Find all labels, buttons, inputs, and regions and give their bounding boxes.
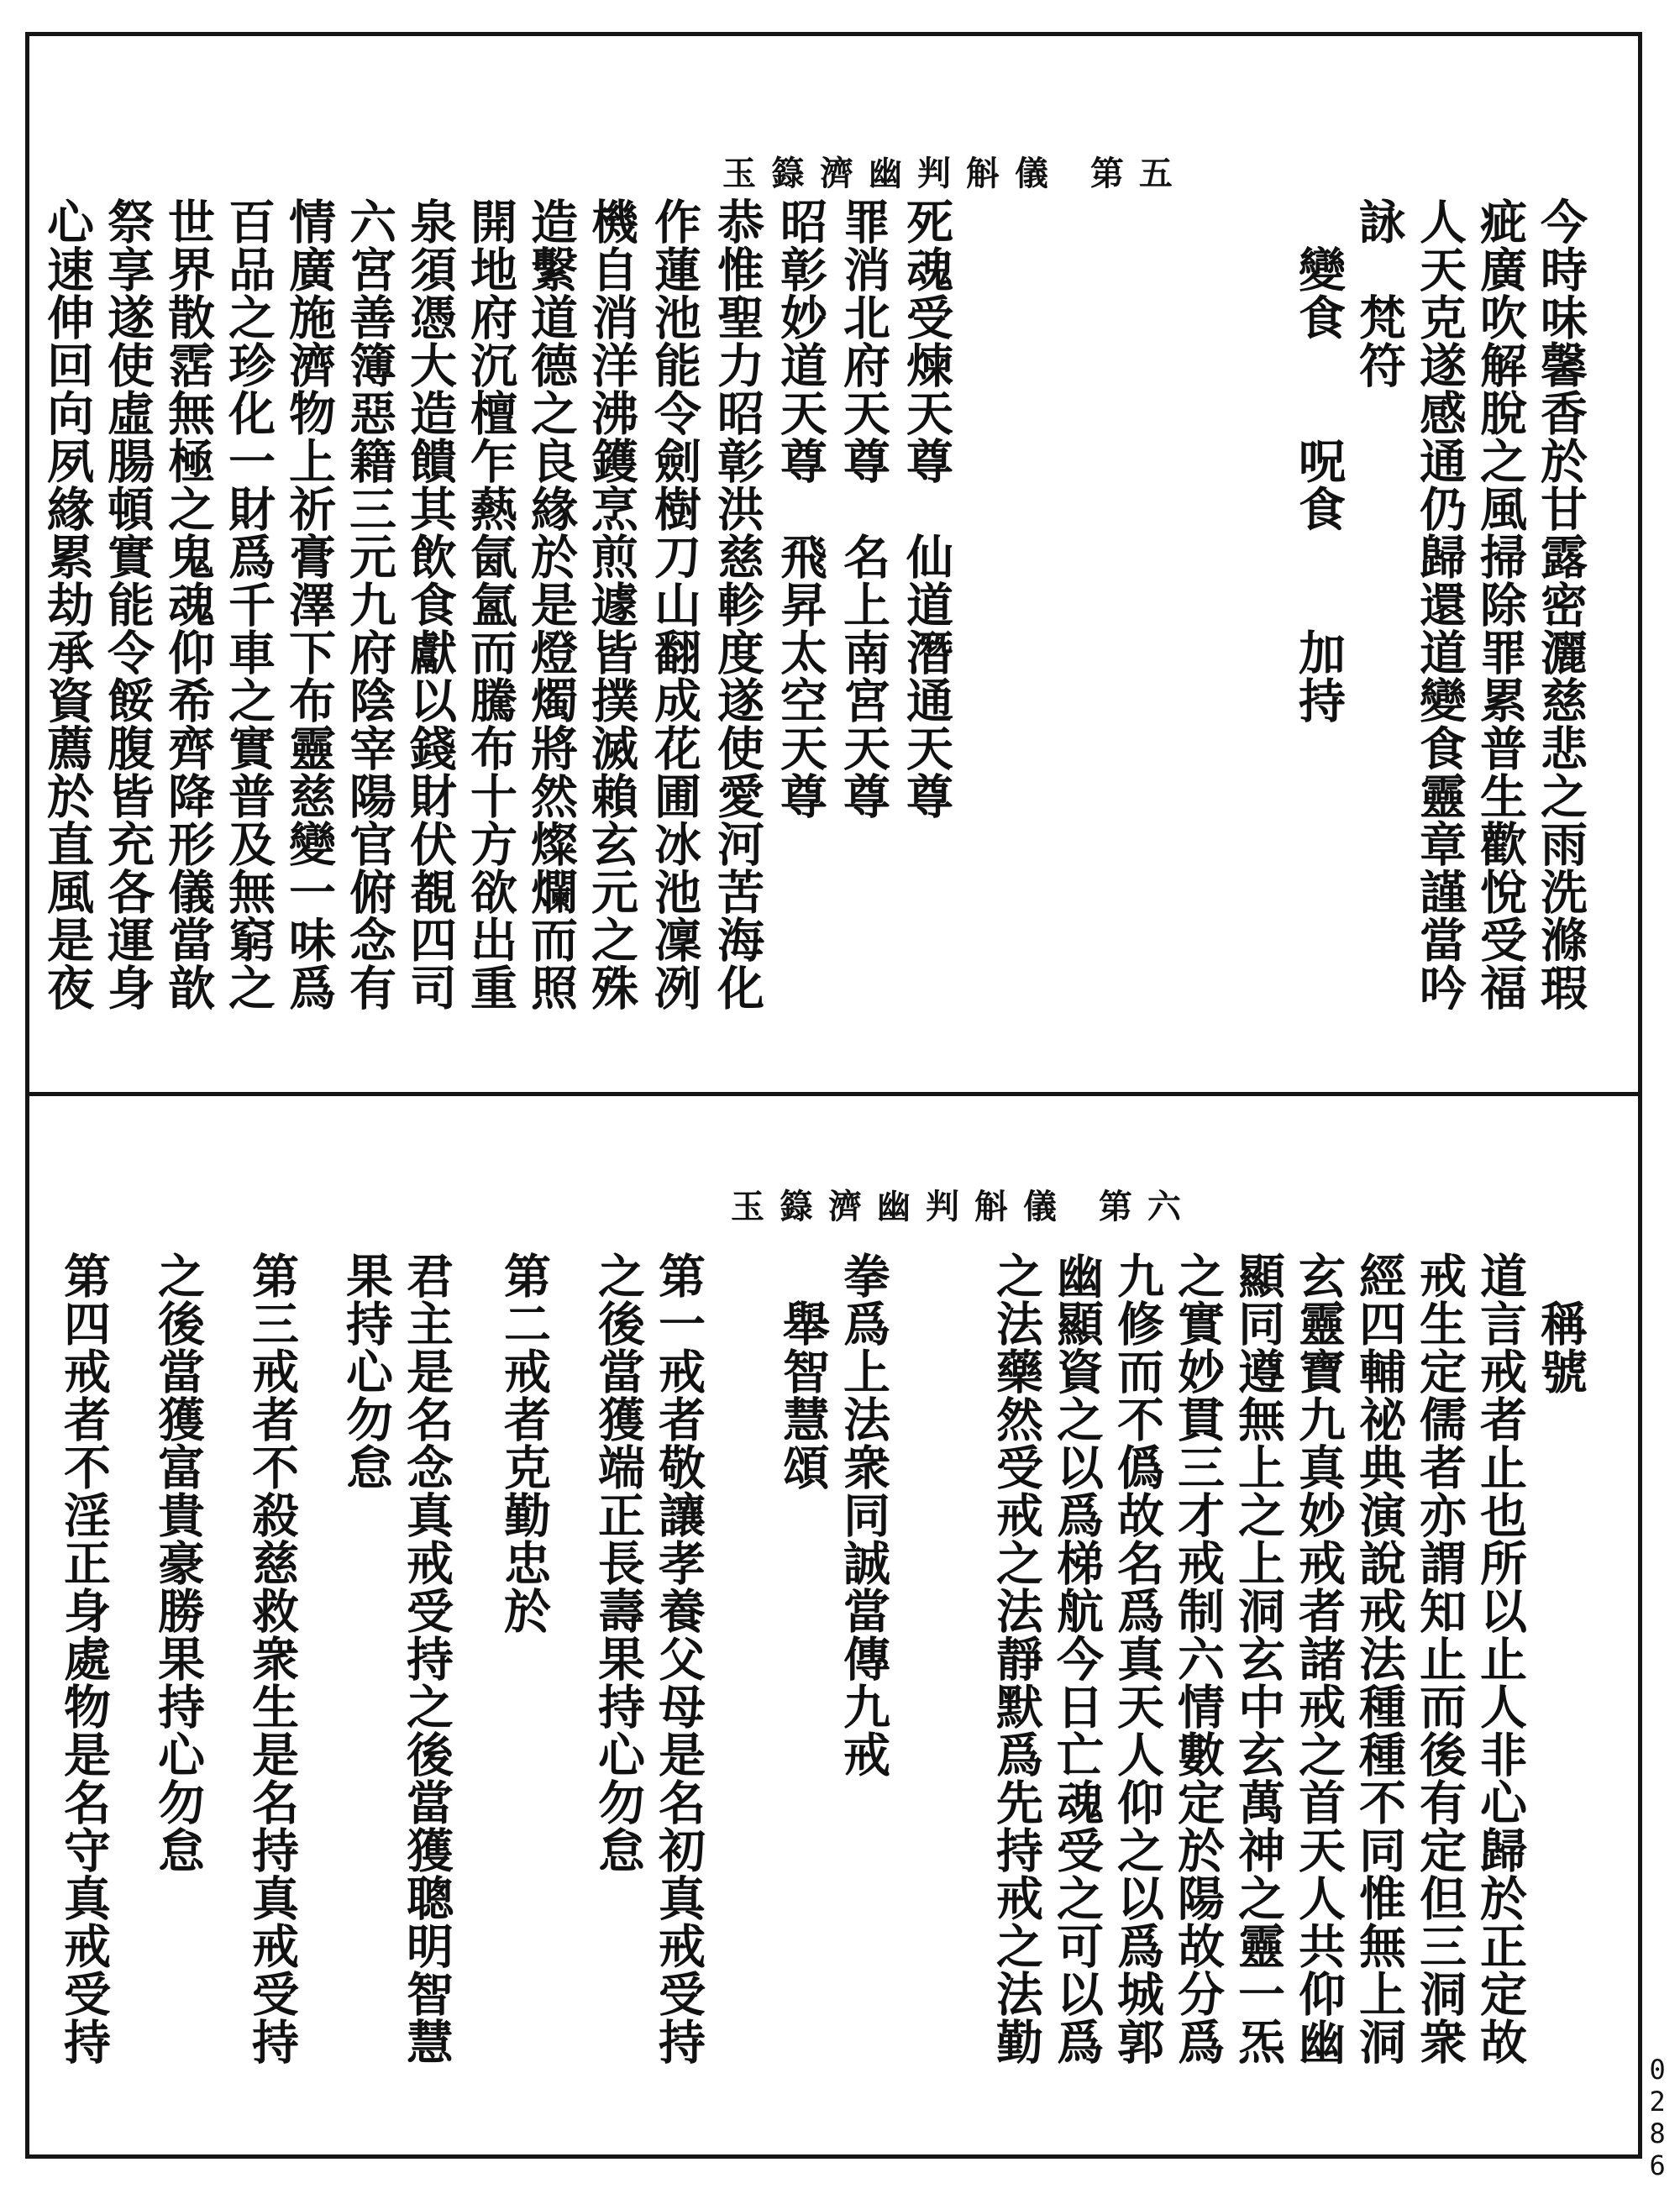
bottom-col-13: 第一戒者敬讓孝養父母是名初真戒受持 [651, 1252, 706, 2065]
bottom-col-10: 之法藥然受戒之法靜默爲先持戒之法勤 [989, 1252, 1044, 2065]
bottom-col-12: 舉智慧頌 [775, 1252, 831, 1491]
top-col-11: 情廣施濟物上祈膏澤下布靈慈變一味爲 [281, 197, 337, 1011]
top-col-18: 人天克遂感通仍歸還道變食靈章謹當吟 [1412, 197, 1467, 1011]
bottom-col-8: 九修而不僞故名爲真天人仰之以爲城郭 [1110, 1252, 1165, 2065]
top-col-15: 心速伸回向夙緣累劫承資薦於直風是夜 [39, 197, 95, 1011]
top-col-10: 六宮善簿惡籍三元九府陰宰陽官俯念有 [342, 197, 397, 1011]
bottom-col-16: 君主是名念真戒受持之後當獲聰明智慧 [399, 1252, 454, 2065]
bottom-panel-header: 玉籙濟幽判斛儀 第六 [731, 1187, 1196, 1226]
top-col-3: 昭彰妙道天尊 飛昇太空天尊 [773, 197, 828, 820]
bottom-col-20: 第四戒者不淫正身處物是名守真戒受持 [56, 1252, 112, 2065]
top-col-1: 死魂受煉天尊 仙道潛通天尊 [899, 197, 954, 820]
bottom-col-17: 果持心勿怠 [339, 1252, 394, 1491]
bottom-col-2: 道言戒者止也所以止人非心歸於正定故 [1473, 1252, 1528, 2065]
top-col-16: 今時味馨香於甘露密灑慈悲之雨洗滌瑕 [1533, 197, 1588, 1011]
bottom-col-4: 經四輔祕典演說戒法種種不同惟無上洞 [1352, 1252, 1407, 2065]
top-panel-header: 玉籙濟幽判斛儀 第五 [722, 154, 1188, 193]
bottom-col-7: 之實妙貫三才戒制六情數定於陽故分爲 [1170, 1252, 1226, 2065]
bottom-col-6: 顯同遵無上之上洞玄中玄萬神之靈一炁 [1231, 1252, 1286, 2065]
top-col-4: 恭惟聖力昭彰洪慈軫度遂使愛河苦海化 [710, 197, 765, 1011]
top-col-6: 機自消洋沸鑊烹煎遽皆撲滅賴玄元之殊 [584, 197, 639, 1011]
bottom-col-9: 幽顯資之以爲梯航今日亡魂受之可以爲 [1049, 1252, 1105, 2065]
top-col-2: 罪消北府天尊 名上南宮天尊 [836, 197, 891, 820]
top-col-12: 百品之珍化一財爲千車之實普及無窮之 [221, 197, 276, 1011]
top-col-9: 泉須憑大造饋其飲食獻以錢財伏覩四司 [402, 197, 458, 1011]
bottom-col-19: 之後當獲富貴豪勝果持心勿怠 [150, 1252, 206, 1874]
bottom-col-1: 稱號 [1533, 1252, 1588, 1395]
page-number: 0286 [1641, 2054, 1674, 2181]
top-col-7: 造繫道德之良緣於是燈燭將然燦爛而照 [523, 197, 579, 1011]
bottom-col-18: 第三戒者不殺慈救衆生是名持真戒受持 [244, 1252, 300, 2065]
bottom-col-14: 之後當獲端正長壽果持心勿怠 [591, 1252, 646, 1874]
top-col-8: 開地府沉檀乍爇氤氳而騰布十方欲出重 [463, 197, 518, 1011]
bottom-col-15: 第二戒者克勤忠於 [496, 1252, 552, 1635]
top-col-5: 作蓮池能令劍樹刀山翻成花圃冰池凜冽 [647, 197, 702, 1011]
panel-divider [25, 1092, 1642, 1096]
top-col-17: 疵廣吹解脫之風掃除罪累普生歡悅受福 [1473, 197, 1528, 1011]
top-col-14: 祭享遂使虛腸頓實能令餒腹皆充各運身 [100, 197, 155, 1011]
top-col-13: 世界散霑無極之鬼魂仰希齊降形儀當歆 [160, 197, 216, 1011]
bottom-col-11: 拳爲上法衆同誠當傳九戒 [836, 1252, 891, 1778]
bottom-col-5: 玄靈寶九真妙戒者諸戒之首天人共仰幽 [1291, 1252, 1347, 2065]
top-col-20: 變食 呪食 加持 [1291, 197, 1347, 724]
top-col-19: 詠 梵符 [1352, 197, 1407, 389]
bottom-col-3: 戒生定儒者亦謂知止而後有定但三洞衆 [1412, 1252, 1467, 2065]
